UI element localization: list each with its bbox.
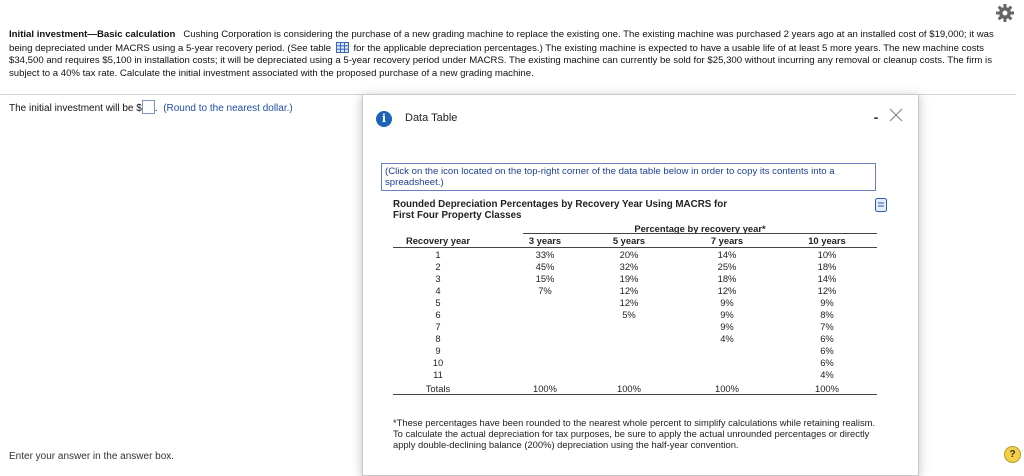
table-cell: 8: [435, 333, 441, 344]
table-cell: 4%: [720, 333, 734, 344]
info-icon: i: [376, 111, 392, 127]
table-cell: 5%: [622, 309, 636, 320]
table-cell: 4%: [820, 369, 834, 380]
enter-answer-text: Enter your answer in the answer box.: [9, 451, 175, 462]
data-table-dialog: [362, 94, 919, 476]
table-cell: 14%: [817, 273, 837, 284]
problem-text-part1: Cushing Corporation is considering the purchase of a new grading machine to replace the existing one. The existing machine was purchased 2 years ago at an installed cost of $19,000; it was being depreciated under MACRS using a 5-year recovery period. (See table: [9, 29, 994, 54]
col-header-3-years: 3 years: [528, 235, 562, 246]
answer-suffix: .: [154, 103, 158, 114]
col-header-7-years: 7 years: [710, 235, 744, 246]
minimize-button[interactable]: -: [873, 109, 879, 125]
totals-cell: 100%: [617, 383, 641, 394]
table-cell: 7: [435, 321, 441, 332]
table-cell: 1: [435, 249, 441, 260]
table-row: [393, 309, 877, 321]
table-cell: 4: [435, 285, 441, 296]
help-button[interactable]: ?: [1004, 446, 1021, 463]
table-rule-top: [393, 247, 877, 248]
problem-text-part2: for the applicable depreciation percentages.) The existing machine is expected to have a usable life of at least 5 more years. The new machine costs $34,500 and requires $5,100 in installation costs; it will be depreciated using a 5-year recovery period under MACRS. The existing machine can currently be sold for $25,300 without incurring any removal or cleanup costs. The firm is subject to a 40% tax rate. Calculate the initial investment associated with the proposed purchase of a new grading machine.: [9, 42, 992, 79]
col-header-10-years: 10 years: [808, 235, 846, 246]
table-title-line1: Rounded Depreciation Percentages by Recovery Year Using MACRS for: [393, 199, 728, 210]
table-cell: 12%: [619, 285, 639, 296]
table-row: [393, 273, 877, 285]
table-cell: 7%: [538, 285, 552, 296]
table-cell: 12%: [817, 285, 837, 296]
table-cell: 12%: [619, 297, 639, 308]
answer-line: [9, 100, 293, 114]
table-title-line2: First Four Property Classes: [393, 210, 522, 221]
table-cell: 9%: [720, 309, 734, 320]
table-cell: 15%: [535, 273, 555, 284]
close-icon[interactable]: [887, 106, 905, 124]
table-cell: 10%: [817, 249, 837, 260]
table-cell: 6%: [820, 333, 834, 344]
totals-cell: 100%: [715, 383, 739, 394]
table-cell: 5: [435, 297, 441, 308]
totals-cell: Totals: [425, 383, 451, 394]
table-row: [393, 369, 877, 381]
table-cell: 14%: [717, 249, 737, 260]
problem-title: Initial investment—Basic calculation: [9, 29, 176, 40]
dialog-title: Data Table: [405, 112, 458, 124]
table-cell: 3: [435, 273, 441, 284]
table-footnote: *These percentages have been rounded to the nearest whole percent to simplify calculations while retaining realism. To calculate the actual depreciation for tax purposes, be sure to apply the actual unrounded percentages or directly apply double-declining balance (200%) depreciation using the half-year convention.: [393, 417, 876, 450]
problem-statement: [9, 29, 1014, 80]
table-cell: 6%: [820, 357, 834, 368]
settings-gear-icon[interactable]: [995, 3, 1015, 23]
totals-cell: 100%: [815, 383, 839, 394]
table-cell: 45%: [535, 261, 555, 272]
table-rule-bottom: [393, 394, 877, 395]
answer-prefix: The initial investment will be $: [9, 103, 142, 114]
header-rule: [523, 233, 877, 234]
col-header-5-years: 5 years: [612, 235, 646, 246]
table-icon[interactable]: [336, 42, 349, 53]
table-cell: 9%: [720, 321, 734, 332]
table-row: [393, 333, 877, 345]
table-row: [393, 285, 877, 297]
copy-to-spreadsheet-icon[interactable]: [875, 198, 887, 212]
table-cell: 12%: [717, 285, 737, 296]
table-cell: 33%: [535, 249, 555, 260]
dialog-header: [363, 95, 918, 143]
table-cell: 7%: [820, 321, 834, 332]
table-cell: 9%: [720, 297, 734, 308]
table-row: [393, 261, 877, 273]
table-row: [393, 297, 877, 309]
table-cell: 9%: [820, 297, 834, 308]
table-cell: 6%: [820, 345, 834, 356]
table-row: [393, 357, 877, 369]
answer-input[interactable]: [142, 100, 155, 114]
rounding-hint: (Round to the nearest dollar.): [163, 103, 293, 114]
table-cell: 9: [435, 345, 441, 356]
table-cell: 18%: [817, 261, 837, 272]
table-cell: 19%: [619, 273, 639, 284]
table-row: [393, 345, 877, 357]
table-row: [393, 249, 877, 261]
totals-cell: 100%: [533, 383, 557, 394]
table-title: [393, 199, 727, 221]
table-cell: 2: [435, 261, 441, 272]
table-cell: 18%: [717, 273, 737, 284]
table-cell: 10: [432, 357, 444, 368]
table-cell: 25%: [717, 261, 737, 272]
col-header-recovery-year: Recovery year: [405, 235, 471, 246]
table-row: [393, 321, 877, 333]
table-cell: 11: [433, 369, 443, 380]
table-cell: 6: [435, 309, 441, 320]
table-cell: 20%: [619, 249, 639, 260]
table-cell: 8%: [820, 309, 834, 320]
percentage-header: Percentage by recovery year*: [634, 223, 766, 234]
table-cell: 32%: [619, 261, 639, 272]
copy-instruction-note: (Click on the icon located on the top-right corner of the data table below in order to copy its contents into a spreadsheet.): [381, 163, 876, 191]
